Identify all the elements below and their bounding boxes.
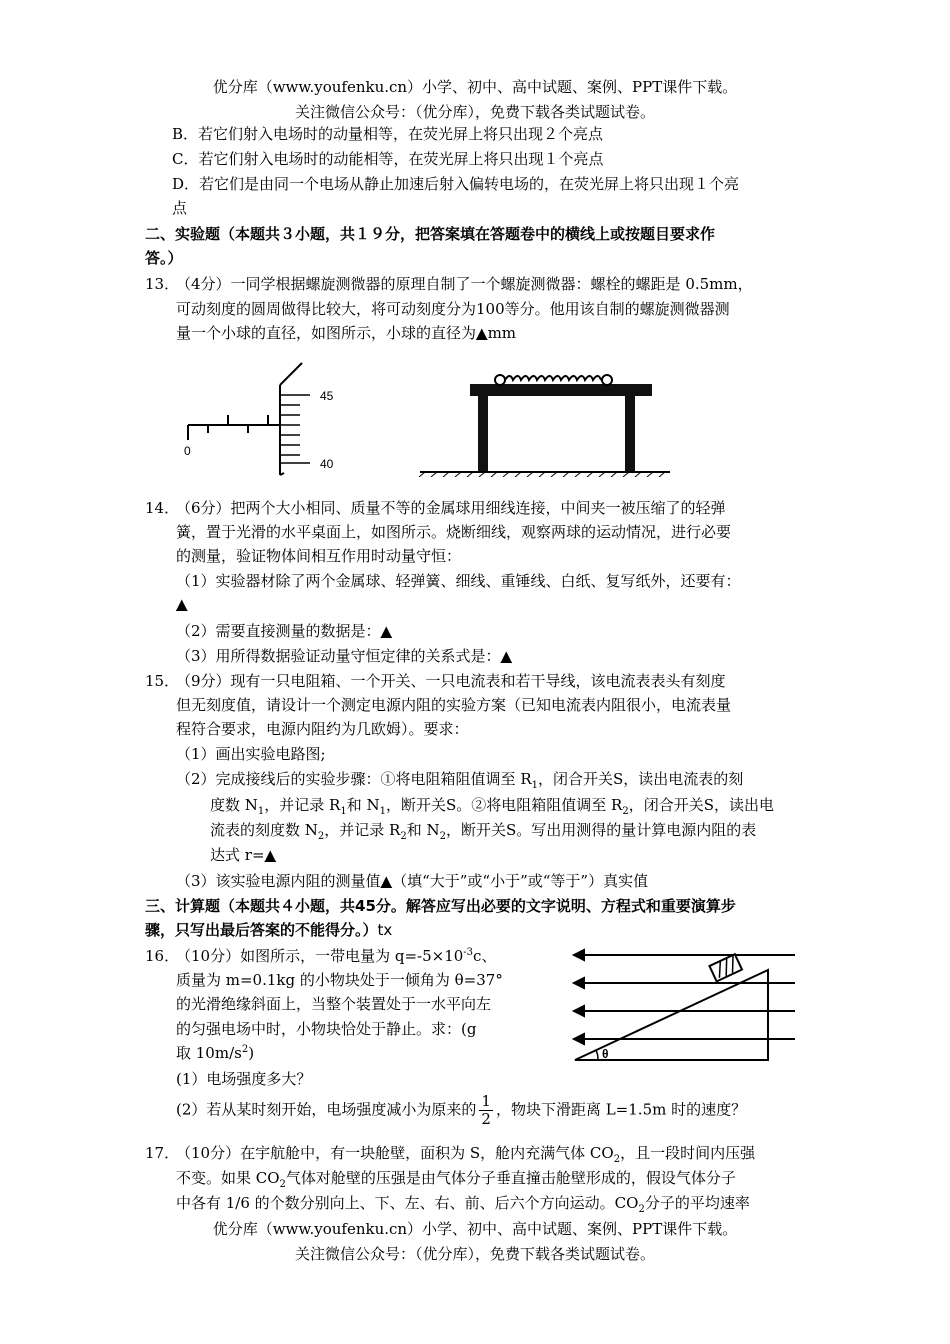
q17-line1: （10分）在宇航舱中，有一块舱壁，面积为 S，舱内充满气体 $CO_2$，且一段时间内压强 (176, 1144, 756, 1165)
q12-option-b: B．若它们射入电场时的动量相等，在荧光屏上将只出现２个亮点 (172, 125, 604, 143)
q16-line4: 的匀强电场中时，小物块恰处于静止。求：(g (176, 1020, 477, 1038)
q12-option-d: D．若它们是由同一个电场从静止加速后射入偏转电场的，在荧光屏上将只出现１个亮 (172, 175, 740, 193)
q16-sub1: (1）电场强度多大？ (176, 1070, 312, 1088)
page-footer-line2: 关注微信公众号：（优分库），免费下载各类试题试卷。 (294, 1245, 655, 1263)
q16-number: 16． (145, 947, 180, 965)
scale-label-0: 0 (184, 444, 191, 458)
q15-sub2-line4: 达式 r=▲ (210, 846, 277, 864)
micrometer-figure (180, 355, 360, 480)
q13-line3: 量一个小球的直径，如图所示，小球的直径为▲mm (176, 324, 517, 342)
q14-sub3: （3）用所得数据验证动量守恒定律的关系式是：▲ (176, 647, 513, 665)
section2-heading: 二、实验题（本题共３小题，共１９分，把答案填在答题卷中的横线上或按题目要求作 (145, 225, 716, 243)
q17-line2: 不变。如果 $CO_2$气体对舱壁的压强是由气体分子垂直撞击舱壁形成的，假设气体分子 (176, 1169, 736, 1190)
answer-blank: ▲ (476, 324, 488, 342)
scale-label-40: 40 (320, 457, 334, 471)
q16-sub2: (2）若从某时刻开始，电场强度减小为原来的 $\frac{1}{2}$ ，物块下滑距离 L=1.5m 时的速度？ (176, 1092, 747, 1128)
q15-line3: 程符合要求，电源内阻约为几欧姆）。要求： (176, 720, 469, 738)
incline-field-figure (570, 945, 810, 1067)
q14-line3: 的测量，验证物体间相互作用时动量守恒： (176, 547, 462, 565)
section3-heading-cont: 骤，只写出最后答案的不能得分。）tx (145, 921, 393, 939)
answer-blank: ▲ (264, 846, 277, 864)
q13-line1: （4分）一同学根据螺旋测微器的原理自制了一个螺旋测微器：螺栓的螺距是 0.5mm， (176, 275, 753, 293)
q12-option-d-cont: 点 (172, 199, 188, 217)
q16-line1: （10分）如图所示，一带电量为 $q=-5\times 10^{-3}c$、 (176, 947, 497, 965)
spring-table-figure (415, 362, 675, 477)
q15-number: 15． (145, 672, 180, 690)
scale-label-45: 45 (320, 389, 334, 403)
page-header-line2: 关注微信公众号：（优分库），免费下载各类试题试卷。 (294, 103, 655, 121)
q12-option-c: C．若它们射入电场时的动能相等，在荧光屏上将只出现１个亮点 (172, 150, 604, 168)
fraction-one-half: $\frac{1}{2}$ (481, 1092, 491, 1128)
q16-line2: 质量为 m=0.1kg 的小物块处于一倾角为 θ=37° (176, 971, 503, 989)
page-header-line1: 优分库（www.youfenku.cn）小学、初中、高中试题、案例、PPT课件下载。 (212, 78, 738, 96)
answer-blank: ▲ (176, 595, 188, 613)
q15-sub2-line3: 流表的刻度数 $N_2$，并记录 $R_2$和 $N_2$，断开关S。写出用测得的量计算电源内阻的表 (210, 821, 757, 842)
q14-sub2: （2）需要直接测量的数据是：▲ (176, 622, 393, 640)
answer-blank: ▲ (380, 622, 393, 640)
answer-blank: ▲ (380, 872, 393, 890)
q13-line2: 可动刻度的圆周做得比较大，将可动刻度分为100等分。他用该自制的螺旋测微器测 (176, 300, 730, 318)
section2-heading-cont: 答。） (145, 249, 183, 267)
q15-sub3: （3）该实验电源内阻的测量值▲（填“大于”或“小于”或“等于”）真实值 (176, 872, 649, 890)
q14-number: 14． (145, 499, 180, 517)
q15-sub1: （1）画出实验电路图; (176, 745, 326, 763)
q16-line5: 取 $10m/s^2$) (176, 1044, 255, 1062)
q15-line2: 但无刻度值，请设计一个测定电源内阻的实验方案（已知电流表内阻很小，电流表量 (176, 696, 732, 714)
answer-blank: ▲ (500, 647, 513, 665)
q14-sub1: （1）实验器材除了两个金属球、轻弹簧、细线、重锤线、白纸、复写纸外，还要有： (176, 572, 741, 590)
q15-sub2-line2: 度数 $N_1$，并记录 $R_1$和 $N_1$，断开关S。②将电阻箱阻值调至 $R_2$，闭合开关S，读出电 (210, 796, 774, 817)
q13-number: 13． (145, 275, 180, 293)
section3-heading: 三、计算题（本题共４小题，共45分。解答应写出必要的文字说明、方程式和重要演算步 (145, 897, 736, 915)
q14-line2: 簧，置于光滑的水平桌面上，如图所示。烧断细线，观察两球的运动情况，进行必要 (176, 523, 732, 541)
q15-line1: （9分）现有一只电阻箱、一个开关、一只电流表和若干导线，该电流表表头有刻度 (176, 672, 726, 690)
q14-line1: （6分）把两个大小相同、质量不等的金属球用细线连接，中间夹一被压缩了的轻弹 (176, 499, 726, 517)
q17-line3: 中各有 1/6 的个数分别向上、下、左、右、前、后六个方向运动。$CO_2$分子的平均速率 (176, 1194, 750, 1215)
theta-label: θ (602, 1047, 609, 1061)
page-footer-line1: 优分库（www.youfenku.cn）小学、初中、高中试题、案例、PPT课件下载。 (212, 1220, 738, 1238)
q16-line3: 的光滑绝缘斜面上，当整个装置处于一水平向左 (176, 995, 492, 1013)
q15-sub2-line1: （2）完成接线后的实验步骤：①将电阻箱阻值调至 $R_1$，闭合开关S，读出电流表的刻 (176, 770, 744, 791)
q17-number: 17． (145, 1144, 180, 1162)
